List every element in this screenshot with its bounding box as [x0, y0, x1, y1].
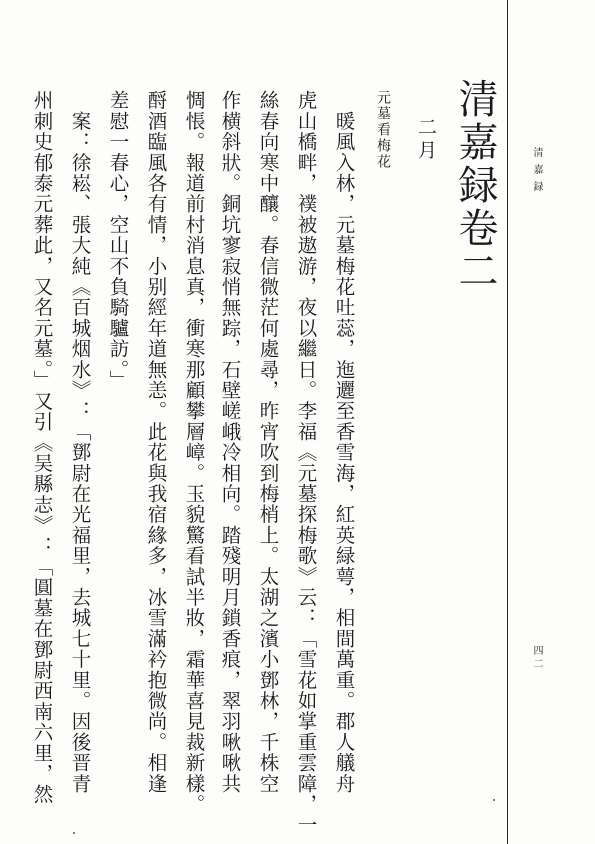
body-column-5: 惆悵。報道前村消息真，衝寒那顧攀層嶂。玉貌驚看試半妝，霜華喜見裁新樣。: [182, 90, 206, 815]
body-column-4: 作横斜狀。銅坑寥寂悄無踪，石壁嵯峨冷相向。踏殘明月鎖香痕，翠羽啾啾共: [218, 90, 242, 794]
body-column-1: 暖風入林，元墓梅花吐蕊，迤邐至香雪海，紅英緑萼，相間萬重。郡人艤舟: [332, 90, 356, 794]
body-column-8: 案：徐崧、張大純《百城烟水》：「鄧尉在光福里，去城七十里。因後晋青: [68, 90, 92, 794]
body-column-7: 差慰一春心，空山不負騎驢訪。」: [106, 90, 130, 391]
running-title: 清嘉録: [531, 147, 542, 198]
paper-speck: [73, 832, 75, 834]
body-column-3: 絲春向寒中釀。春信微茫何處尋，昨宵吹到梅梢上。太湖之濱小鄧林，千株空: [256, 90, 280, 794]
paper-speck: [493, 799, 495, 801]
body-column-2: 虎山橋畔，襆被遨游，夜以繼日。李福《元墓探梅歌》云：「雪花如掌重雲障，一: [294, 90, 318, 836]
page-number: 四二: [531, 645, 542, 671]
body-column-9: 州刺史郁泰元葬此，又名元墓。」又引《吴縣志》：「圓墓在鄧尉西南六里，然: [30, 90, 54, 805]
entry-title: 元墓看梅花: [375, 90, 391, 170]
book-title: 清嘉録卷二: [452, 78, 498, 293]
section-title: 二月: [415, 117, 437, 163]
body-column-6: 酹酒臨風各有情，小别經年道無恙。此花與我宿緣多，冰雪滿衿抱微尚。相逢: [144, 90, 168, 794]
margin-divider-line: [507, 0, 508, 844]
